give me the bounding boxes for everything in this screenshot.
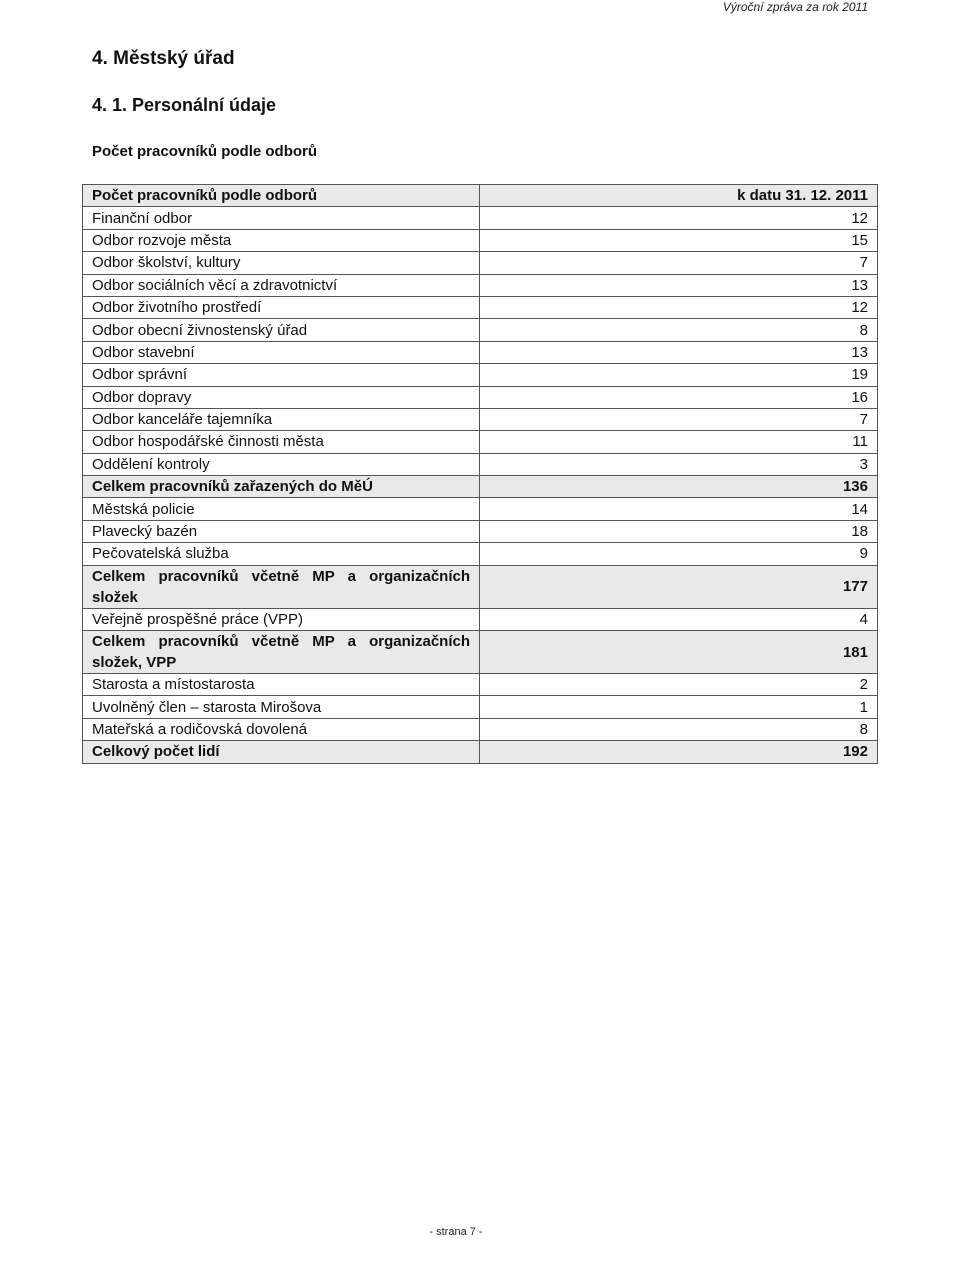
subsection-title: 4. 1. Personální údaje [92,95,277,115]
row-label: Odbor obecní živnostenský úřad [83,319,480,341]
table-row [83,207,878,229]
row-value: 13 [480,341,878,363]
row-label: Městská policie [83,498,480,520]
row-value: 8 [480,319,878,341]
row-label: Odbor školství, kultury [83,252,480,274]
row-value: 14 [480,498,878,520]
row-value: 12 [480,207,878,229]
table-row [83,674,878,696]
row-label: Odbor hospodářské činnosti města [83,431,480,453]
table-row [83,229,878,251]
row-label: Odbor správní [83,364,480,386]
row-value: 136 [480,476,878,498]
page-number: - strana 7 - [429,1226,483,1238]
row-value: 4 [480,608,878,630]
row-value: 177 [480,565,878,608]
section-title: 4. Městský úřad [92,48,235,69]
row-label: Mateřská a rodičovská dovolená [83,718,480,740]
row-value: 18 [480,520,878,542]
table-row [83,386,878,408]
row-label: Uvolněný člen – starosta Mirošova [83,696,480,718]
row-label: Celkem pracovníků včetně MP a organizačních složek, VPP [83,631,480,674]
row-value: 192 [480,741,878,763]
row-label: Celkový počet lidí [83,741,480,763]
row-value: 11 [480,431,878,453]
table-row [83,252,878,274]
row-label: Starosta a místostarosta [83,674,480,696]
table-row [83,319,878,341]
table-caption: Počet pracovníků podle odborů [92,143,318,160]
row-value: 16 [480,386,878,408]
table-row [83,431,878,453]
row-value: 3 [480,453,878,475]
row-label: Finanční odbor [83,207,480,229]
subtotal-row [83,476,878,498]
row-label: Oddělení kontroly [83,453,480,475]
row-value: 12 [480,296,878,318]
table-row [83,341,878,363]
row-label: Plavecký bazén [83,520,480,542]
subtotal-row [83,565,878,608]
row-value: 19 [480,364,878,386]
row-value: 15 [480,229,878,251]
table-row [83,520,878,542]
row-value: 13 [480,274,878,296]
row-label: Odbor dopravy [83,386,480,408]
table-row [83,453,878,475]
table-row [83,696,878,718]
table-row [83,296,878,318]
row-value: 7 [480,252,878,274]
row-label: Odbor sociálních věcí a zdravotnictví [83,274,480,296]
row-label: Odbor stavební [83,341,480,363]
table-row [83,608,878,630]
row-value: 9 [480,543,878,565]
table-row [83,543,878,565]
table-header-row [83,185,878,207]
row-label: Celkem pracovníků včetně MP a organizačních složek [83,565,480,608]
grand-total-row [83,741,878,763]
row-label: Odbor životního prostředí [83,296,480,318]
row-value: 7 [480,408,878,430]
row-value: 1 [480,696,878,718]
staff-count-table [82,184,878,764]
table-row [83,718,878,740]
subtotal-row [83,631,878,674]
row-value: 8 [480,718,878,740]
row-label: Veřejně prospěšné práce (VPP) [83,608,480,630]
header-date-cell: k datu 31. 12. 2011 [480,185,878,207]
header-label-cell: Počet pracovníků podle odborů [83,185,480,207]
row-value: 181 [480,631,878,674]
table-row [83,498,878,520]
row-label: Odbor kanceláře tajemníka [83,408,480,430]
table-row [83,408,878,430]
row-label: Pečovatelská služba [83,543,480,565]
row-value: 2 [480,674,878,696]
row-label: Odbor rozvoje města [83,229,480,251]
report-header-note: Výroční zpráva za rok 2011 [722,0,868,14]
row-label: Celkem pracovníků zařazených do MěÚ [83,476,480,498]
table-row [83,274,878,296]
table-row [83,364,878,386]
